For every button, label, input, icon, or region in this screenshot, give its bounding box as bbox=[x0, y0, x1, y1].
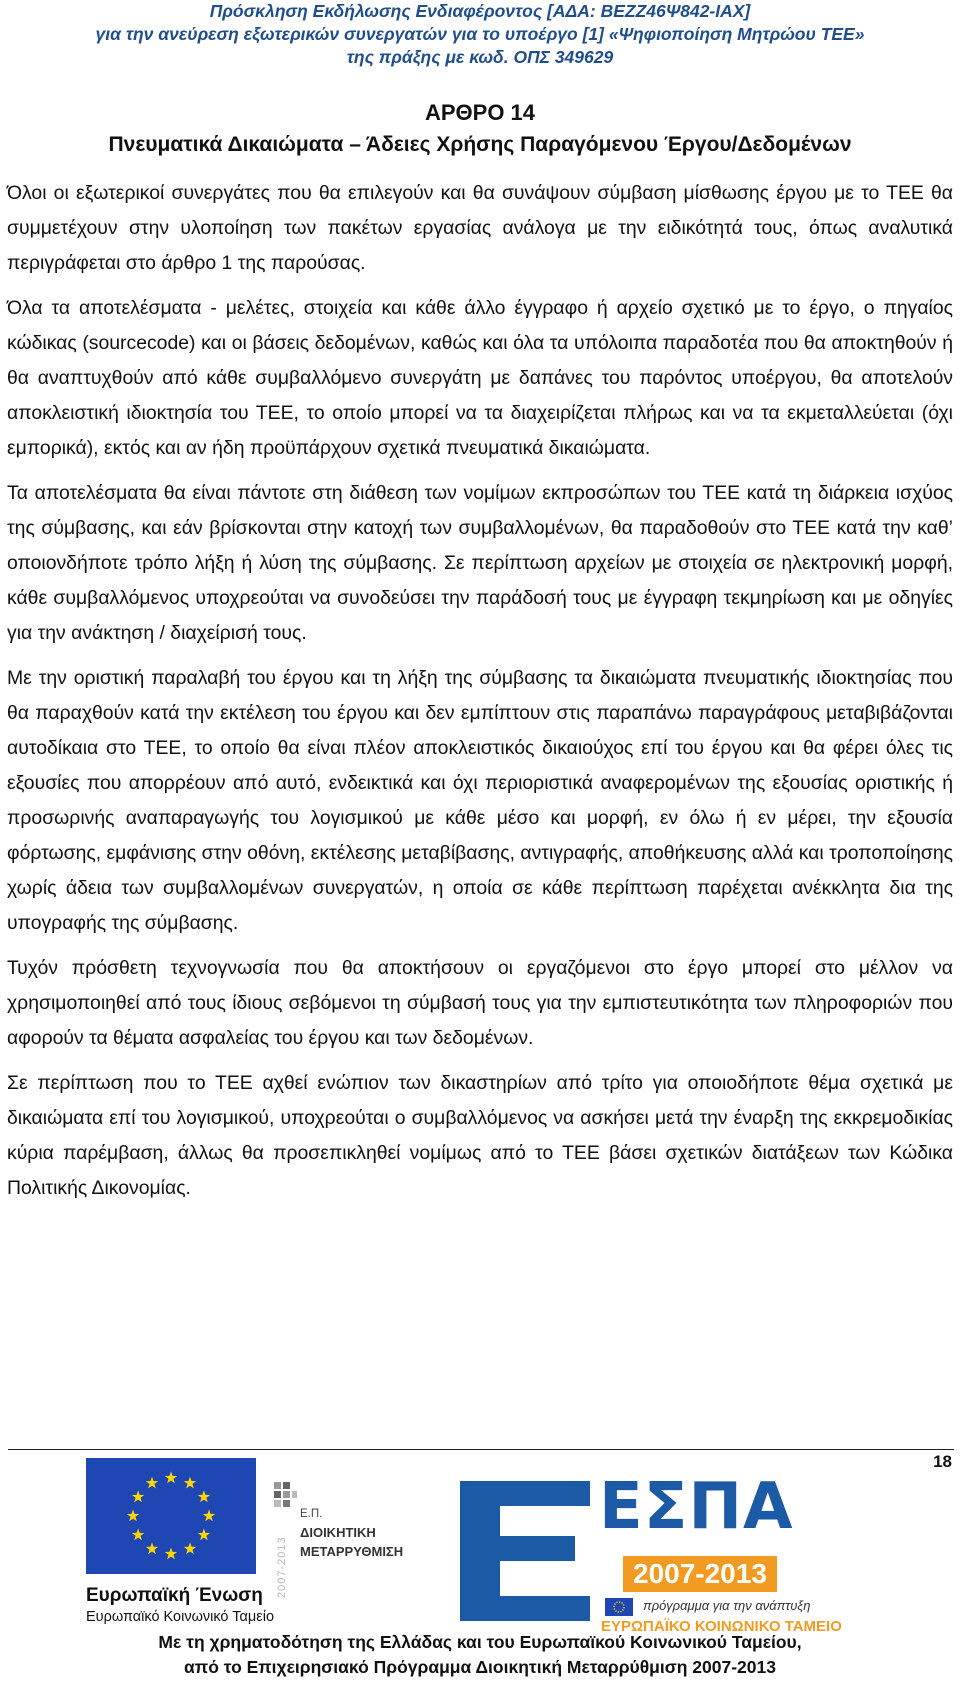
espa-word: ΕΣΠΑ bbox=[599, 1470, 794, 1544]
operational-programme-logo bbox=[272, 1480, 402, 1630]
eu-small-flag-icon bbox=[605, 1598, 633, 1616]
eu-fund: Ευρωπαϊκό Κοινωνικό Ταμείο bbox=[86, 1609, 275, 1625]
header-line-2: για την ανεύρεση εξωτερικών συνεργατών για το υποέργο [1] «Ψηφιοποίηση Μητρώου ΤΕΕ» bbox=[95, 24, 865, 44]
espa-logo-icon bbox=[455, 1476, 595, 1626]
paragraph-4: Με την οριστική παραλαβή του έργου και τη λήξη της σύμβασης τα δικαιώματα πνευματικής ιδιοκτησίας που θα παραχθούν κατά την εκτέλεση του έργου και δεν εμπίπτουν στις παραπάνω παραγράφους μεταβιβάζονται αυτοδίκαια στο ΤΕΕ, το οποίο θα είναι πλέον αποκλειστικός δικαιούχος επί του έργου και θα φέρει όλες τις εξουσίες που απορρέουν από αυτό, ενδεικτικά και όχι περιοριστικά αναφερομένων της εξουσίας οριστικής ή προσωρινής αναπαραγωγής του λογισμικού με κάθε μέσο και μορφή, εν όλω ή εν μέρει, την εξουσία φόρτωσης, εμφάνισης στην οθόνη, εκτέλεσης μεταβίβασης, αντιγραφής, αποθήκευσης αλλά και τροποποίησης χωρίς άδεια των συμβαλλομένων συνεργατών, η οποία σε κάθε περίπτωση παρέχεται ανέκκλητα δια της υπογραφής της σύμβασης. bbox=[7, 667, 953, 934]
paragraph-3: Τα αποτελέσματα θα είναι πάντοτε στη διάθεση των νομίμων εκπροσώπων του ΤΕΕ κατά τη διάρκεια ισχύος της σύμβασης, και εάν βρίσκονται στην κατοχή των συμβαλλομένων, θα παραδοθούν στο ΤΕΕ κατά την καθ’ οποιονδήποτε τρόπο λήξη ή λύση της σύμβασης. Σε περίπτωση αρχείων με στοιχεία σε ηλεκτρονική μορφή, κάθε συμβαλλόμενος υποχρεούται να συνοδεύσει την παράδοσή τους με έγγραφη τεκμηρίωση και με οδηγίες για την ανάκτηση / διαχείρισή τους. bbox=[7, 482, 953, 644]
eu-logo bbox=[86, 1458, 275, 1626]
paragraph-6: Σε περίπτωση που το ΤΕΕ αχθεί ενώπιον των δικαστηρίων από τρίτο για οποιοδήποτε θέμα σχετικά με δικαιώματα επί του λογισμικού, υποχρεούται ο συμβαλλόμενος να ασκήσει μετά την έναρξη της εκκρεμοδικίας κύρια παρέμβαση, άλλως θα προσεπικληθεί νομίμως από το ΤΕΕ βάσει σχετικών διατάξεων των Κώδικα Πολιτικής Δικονομίας. bbox=[7, 1072, 953, 1199]
funding-line-2: από το Επιχειρησιακό Πρόγραμμα Διοικητική Μεταρρύθμιση 2007-2013 bbox=[184, 1657, 776, 1677]
funding-note bbox=[0, 1630, 960, 1680]
espa-tagline: πρόγραμμα για την ανάπτυξη bbox=[643, 1598, 811, 1613]
article-number: ΑΡΘΡΟ 14 bbox=[424, 100, 536, 125]
ep-years: 2007-2013 bbox=[276, 1536, 288, 1598]
paragraph-5: Τυχόν πρόσθετη τεχνογνωσία που θα αποκτήσουν οι εργαζόμενοι στο έργο μπορεί στο μέλλον να χρησιμοποιηθεί από τους ίδιους σεβόμενοι τη σύμβασή τους για την εμπιστευτικότητα των πληροφοριών που αφορούν τα θέματα ασφαλείας του έργου και των δεδομένων. bbox=[7, 957, 953, 1049]
espa-fund: ΕΥΡΩΠΑΪΚΟ ΚΟΙΝΩΝΙΚΟ ΤΑΜΕΙΟ bbox=[601, 1618, 842, 1635]
paragraph-1: Όλοι οι εξωτερικοί συνεργάτες που θα επιλεγούν και θα συνάψουν σύμβαση μίσθωσης έργου με το ΤΕΕ θα συμμετέχουν στην υλοποίηση των πακέτων εργασίας ανάλογα με την ειδικότητά τους, όπως αναλυτικά περιγράφεται στο άρθρο 1 της παρούσας. bbox=[7, 182, 953, 274]
header-line-1: Πρόσκληση Εκδήλωσης Ενδιαφέροντος [ΑΔΑ: ΒΕΖΖ46Ψ842-ΙΑΧ] bbox=[209, 1, 751, 21]
running-header bbox=[0, 0, 960, 69]
article-heading bbox=[0, 98, 960, 160]
page-number: 18 bbox=[933, 1452, 952, 1471]
footer-rule bbox=[8, 1449, 954, 1450]
espa-years: 2007-2013 bbox=[623, 1556, 777, 1592]
espa-logo bbox=[455, 1470, 955, 1635]
eu-flag-icon bbox=[86, 1458, 256, 1574]
ep-line-2: ΜΕΤΑΡΡΥΘΜΙΣΗ bbox=[300, 1544, 404, 1559]
article-body bbox=[7, 176, 953, 1216]
funding-line-1: Με τη χρηματοδότηση της Ελλάδας και του Ευρωπαϊκού Κοινωνικού Ταμείου, bbox=[158, 1632, 802, 1652]
ep-line-1: ΔΙΟΙΚΗΤΙΚΗ bbox=[300, 1525, 376, 1540]
operational-programme-icon bbox=[272, 1480, 298, 1540]
ep-small: Ε.Π. bbox=[300, 1508, 323, 1520]
article-title: Πνευματικά Δικαιώματα – Άδειες Χρήσης Παραγόμενου Έργου/Δεδομένων bbox=[108, 133, 852, 156]
eu-name: Ευρωπαϊκή Ένωση bbox=[86, 1585, 263, 1606]
paragraph-2: Όλα τα αποτελέσματα - μελέτες, στοιχεία και κάθε άλλο έγγραφο ή αρχείο σχετικό με το έργο, ο πηγαίος κώδικας (sourcecode) και οι βάσεις δεδομένων, καθώς και όλα τα υπόλοιπα παραδοτέα που θα αποκτηθούν ή θα αναπτυχθούν από κάθε συμβαλλόμενο συνεργάτη με δαπάνες του παρόντος υποέργου, θα αποτελούν αποκλειστική ιδιοκτησία του ΤΕΕ, το οποίο μπορεί να τα διαχειρίζεται πλήρως και να τα εκμεταλλεύεται (όχι εμπορικά), εκτός και αν ήδη προϋπάρχουν σχετικά πνευματικά δικαιώματα. bbox=[7, 297, 953, 459]
header-line-3: της πράξης με κωδ. ΟΠΣ 349629 bbox=[346, 47, 614, 67]
